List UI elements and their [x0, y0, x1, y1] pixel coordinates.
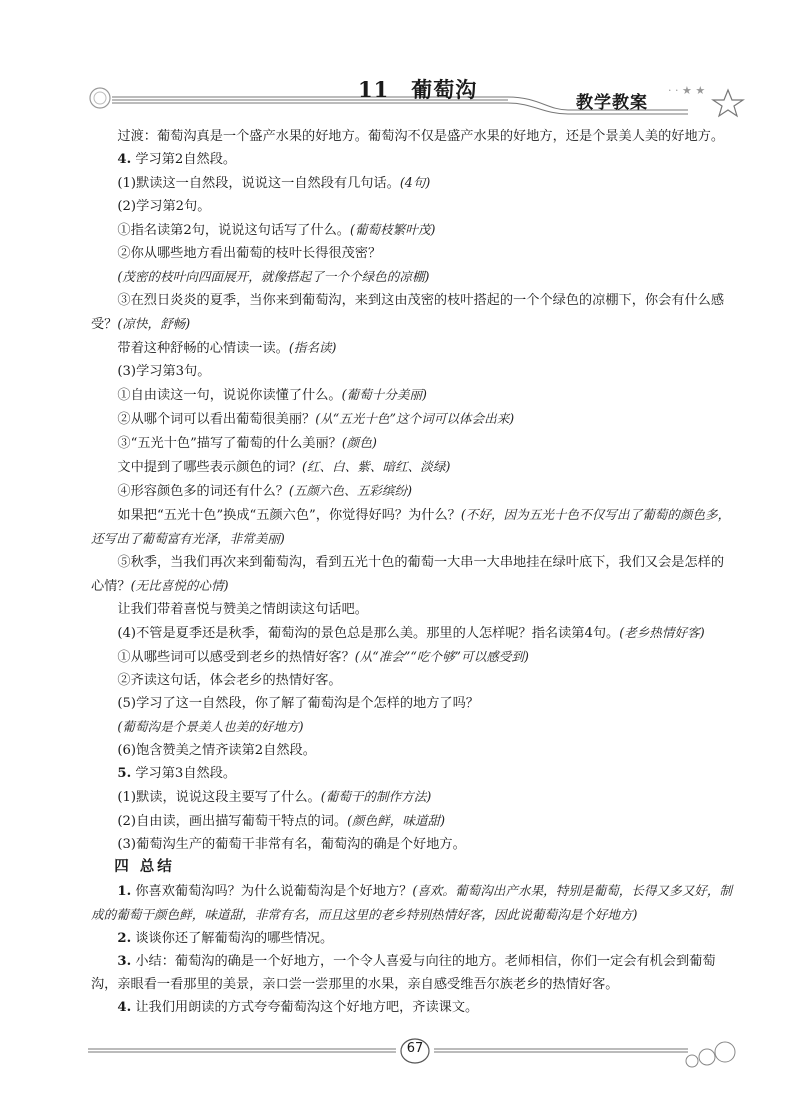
answer-note: (指名读)	[288, 340, 337, 355]
answer-note: (老乡热情好客)	[619, 625, 705, 640]
lesson-paragraph	[91, 195, 736, 218]
lesson-paragraph	[91, 927, 736, 950]
lesson-paragraph	[91, 669, 736, 692]
star-icon	[713, 90, 743, 116]
paragraph-text: 你喜欢葡萄沟吗？为什么说葡萄沟是个好地方？	[135, 884, 413, 899]
item-number: 1.	[117, 884, 132, 899]
lesson-plan-body	[91, 125, 736, 1019]
lesson-paragraph	[91, 598, 736, 621]
lesson-paragraph	[91, 833, 736, 856]
answer-note: (葡萄干的制作方法)	[320, 789, 432, 804]
paragraph-text: 过渡：葡萄沟真是一个盛产水果的好地方。葡萄沟不仅是盛产水果的好地方，还是个景美人美的好地方。	[117, 129, 725, 144]
paragraph-text: (3)葡萄沟生产的葡萄干非常有名，葡萄沟的确是个好地方。	[117, 837, 466, 852]
header-inner-circle-icon	[94, 92, 106, 104]
page-header	[88, 70, 748, 120]
lesson-paragraph	[91, 692, 736, 715]
page-footer	[88, 1035, 748, 1085]
lesson-number: 11	[358, 77, 390, 102]
footer-bubble-icon	[686, 1055, 698, 1067]
paragraph-text: (5)学习了这一自然段，你了解了葡萄沟是个怎样的地方了吗？	[117, 696, 479, 711]
lesson-paragraph	[91, 879, 736, 927]
lesson-paragraph	[91, 996, 736, 1019]
lesson-paragraph	[91, 455, 736, 479]
paragraph-text: ①指名读第2句，说说这句话写了什么。	[117, 223, 350, 238]
paragraph-text: 小结：葡萄沟的确是一个好地方，一个令人喜爱与向往的地方。老师相信，你们一定会有机会到葡萄沟，亲眼看一看那里的美景，亲口尝一尝那里的水果，亲自感受维吾尔族老乡的热情好客。	[91, 954, 716, 992]
paragraph-text: ③“五光十色”描写了葡萄的什么美丽？	[117, 436, 342, 451]
answer-note: (从“准会”“吃个够”可以感受到)	[354, 649, 529, 664]
lesson-paragraph	[91, 360, 736, 383]
answer-note: (4句)	[399, 175, 431, 190]
answer-note: (无比喜悦的心情)	[130, 578, 229, 593]
answer-note: (颜色鲜，味道甜)	[347, 813, 446, 828]
answer-note: (不好，因为五光十色不仅写出了葡萄的颜色多，还写出了葡萄富有光泽，非常美丽)	[91, 507, 731, 546]
answer-note: (颜色)	[341, 435, 377, 450]
answer-note: (葡萄枝繁叶茂)	[349, 222, 436, 237]
paragraph-text: 让我们带着喜悦与赞美之情朗读这句话吧。	[117, 602, 368, 617]
answer-note: (凉快，舒畅)	[117, 316, 191, 331]
paragraph-text: ④形容颜色多的词还有什么？	[117, 484, 289, 499]
footer-bubble-icon	[715, 1042, 735, 1062]
section-heading: 四 总结	[114, 859, 175, 875]
lesson-paragraph	[91, 336, 736, 360]
paragraph-text: 如果把“五光十色”换成“五颜六色”，你觉得好吗？为什么？	[117, 508, 461, 523]
paragraph-text: ①从哪些词可以感受到老乡的热情好客？	[117, 650, 355, 665]
lesson-paragraph	[91, 479, 736, 503]
answer-note: (葡萄十分美丽)	[341, 387, 427, 402]
lesson-paragraph	[91, 383, 736, 407]
paragraph-text: 让我们用朗读的方式夸夸葡萄沟这个好地方吧，齐读课文。	[135, 1000, 479, 1015]
lesson-title	[358, 74, 538, 104]
paragraph-text: (6)饱含赞美之情齐读第2自然段。	[117, 743, 316, 758]
answer-note: (葡萄沟是个景美人也美的好地方)	[117, 719, 304, 734]
lesson-paragraph	[91, 289, 736, 336]
paragraph-text: ②齐读这句话，体会老乡的热情好客。	[117, 673, 342, 688]
lesson-paragraph	[91, 503, 736, 551]
item-number: 5.	[117, 766, 132, 781]
page-number: 67	[406, 1041, 424, 1056]
answer-note: (红、白、紫、暗红、淡绿)	[302, 459, 451, 474]
lesson-name: 葡萄沟	[411, 77, 478, 102]
lesson-paragraph	[91, 242, 736, 265]
lesson-paragraph	[91, 809, 736, 833]
paragraph-text: 文中提到了哪些表示颜色的词？	[117, 460, 303, 475]
paragraph-text: 学习第2自然段。	[135, 152, 237, 167]
answer-note: (从“五光十色”这个词可以体会出来)	[315, 411, 515, 426]
lesson-paragraph	[91, 645, 736, 669]
footer-bubble-icon	[699, 1049, 715, 1065]
paragraph-text: ②从哪个词可以看出葡萄很美丽？	[117, 412, 316, 427]
answer-note: (喜欢。葡萄沟出产水果，特别是葡萄，长得又多又好，制成的葡萄干颜色鲜，味道甜，非常有名，而且这里的老乡特别热情好客，因此说葡萄沟是个好地方)	[91, 883, 733, 922]
paragraph-text: (2)学习第2句。	[117, 199, 211, 214]
paragraph-text: (3)学习第3句。	[117, 364, 211, 379]
lesson-paragraph	[91, 621, 736, 645]
lesson-paragraph	[91, 950, 736, 996]
paragraph-text: 学习第3自然段。	[135, 766, 237, 781]
lesson-paragraph	[91, 407, 736, 431]
lesson-paragraph	[91, 739, 736, 762]
lesson-paragraph	[91, 785, 736, 809]
paragraph-text: (2)自由读，画出描写葡萄干特点的词。	[117, 814, 348, 829]
paragraph-text: 谈谈你还了解葡萄沟的哪些情况。	[135, 931, 334, 946]
lesson-paragraph	[91, 265, 736, 289]
paragraph-text: ③在烈日炎炎的夏季，当你来到葡萄沟，来到这由茂密的枝叶搭起的一个个绿色的凉棚下，你会有什么感受？	[91, 293, 725, 332]
lesson-paragraph	[91, 218, 736, 242]
item-number: 4.	[117, 152, 132, 167]
star-dots-icon: · · ★ ★	[668, 84, 706, 97]
lesson-paragraph	[91, 125, 736, 148]
paragraph-text: ①自由读这一句，说说你读懂了什么。	[117, 388, 342, 403]
lesson-paragraph	[91, 715, 736, 739]
lesson-paragraph	[91, 148, 736, 171]
paragraph-text: (1)默读这一自然段，说说这一自然段有几句话。	[117, 176, 400, 191]
lesson-paragraph	[91, 171, 736, 195]
lesson-paragraph	[91, 431, 736, 455]
paragraph-text: 带着这种舒畅的心情读一读。	[117, 341, 289, 356]
item-number: 3.	[117, 954, 132, 969]
answer-note: (茂密的枝叶向四面展开，就像搭起了一个个绿色的凉棚)	[117, 269, 430, 284]
paragraph-text: ⑤秋季，当我们再次来到葡萄沟，看到五光十色的葡萄一大串一大串地挂在绿叶底下，我们又会是怎样的心情？	[91, 555, 725, 594]
header-circle-icon	[90, 88, 110, 108]
brand-label: 教学教案	[576, 93, 648, 113]
paragraph-text: (1)默读，说说这段主要写了什么。	[117, 790, 321, 805]
lesson-paragraph	[91, 551, 736, 598]
answer-note: (五颜六色、五彩缤纷)	[288, 483, 412, 498]
item-number: 4.	[117, 1000, 132, 1015]
item-number: 2.	[117, 931, 132, 946]
paragraph-text: ②你从哪些地方看出葡萄的枝叶长得很茂密？	[117, 246, 382, 261]
lesson-paragraph	[91, 762, 736, 785]
paragraph-text: (4)不管是夏季还是秋季，葡萄沟的景色总是那么美。那里的人怎样呢？指名读第4句。	[117, 626, 620, 641]
